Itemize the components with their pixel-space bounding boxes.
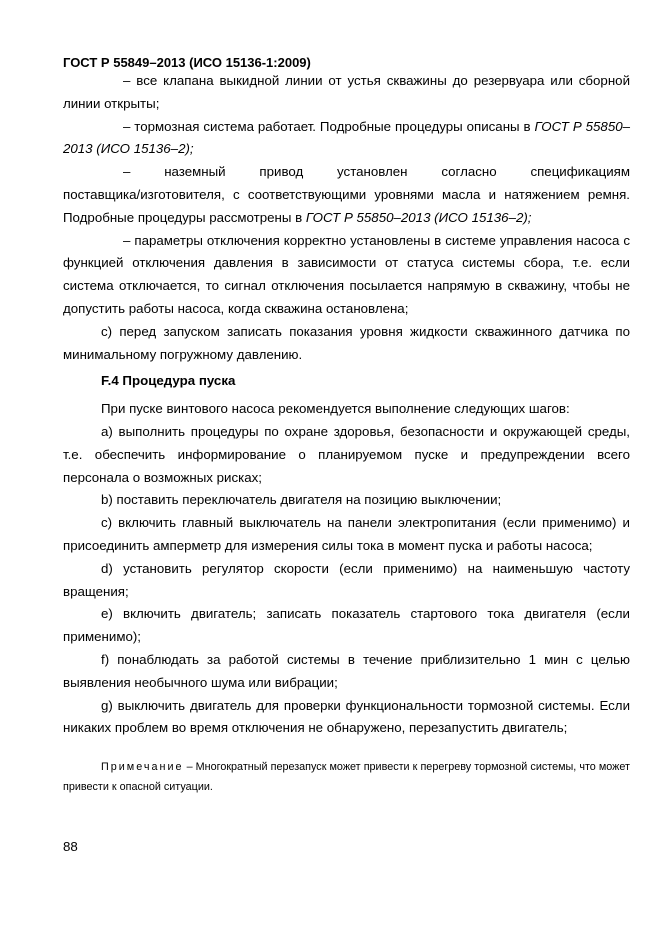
- step-f: f) понаблюдать за работой системы в течение приблизительно 1 мин с целью выявления необычного шума или вибрации;: [63, 651, 630, 690]
- section-title: F.4 Процедура пуска: [101, 373, 236, 389]
- document-body: [63, 70, 630, 740]
- standard-reference: ГОСТ Р 55850–2013 (ИСО 15136–2);: [63, 118, 631, 157]
- step-g: g) выключить двигатель для проверки функциональности тормозной системы. Если никаких проблем во время отключения не обнаружено, перезапустить двигатель;: [63, 697, 630, 736]
- step-e: e) включить двигатель; записать показатель стартового тока двигателя (если применимо);: [63, 606, 630, 645]
- paragraph-text: поставщика/изготовителя, с соответствующими уровнями масла и натяжением ремня. Подробные процедуры рассмотрены в: [63, 186, 630, 225]
- step-d: d) установить регулятор скорости (если применимо) на наименьшую частоту вращения;: [63, 560, 630, 599]
- note-text: – Многократный перезапуск может привести к перегреву тормозной системы, что может привести к опасной ситуации.: [63, 761, 630, 793]
- steps-intro: При пуске винтового насоса рекомендуется выполнение следующих шагов:: [101, 401, 570, 417]
- note: [63, 757, 630, 797]
- paragraph-valves: – все клапана выкидной линии от устья скважины до резервуара или сборной линии открыты;: [63, 73, 630, 111]
- standard-reference: ГОСТ Р 55850–2013 (ИСО 15136–2);: [305, 209, 532, 225]
- document-header: ГОСТ Р 55849–2013 (ИСО 15136-1:2009): [63, 55, 311, 70]
- step-a: а) выполнить процедуры по охране здоровья, безопасности и окружающей среды, т.е. обеспечить информирование о планируемом пуске и предупреждении всего персонала о возможных рисках;: [63, 423, 630, 485]
- note-label: Примечание: [101, 761, 184, 773]
- paragraph-text: – тормозная система работает. Подробные процедуры описаны в: [123, 118, 535, 134]
- paragraph-surface-drive: [63, 184, 630, 230]
- paragraph-shutdown-params: – параметры отключения корректно установлены в системе управления насоса с функцией отключения давления в зависимости от статуса системы сбора, т.е. если система отключается, то сигнал отключения посылается напрямую в скважину, чтобы не допустить работы насоса, когда скважина остановлена;: [63, 232, 630, 316]
- paragraph-record-level: c) перед запуском записать показания уровня жидкости скважинного датчика по минимальному погружному давлению.: [63, 323, 630, 362]
- paragraph-brake-system: [63, 116, 630, 162]
- step-b: b) поставить переключатель двигателя на позицию выключении;: [101, 492, 502, 508]
- step-c: c) включить главный выключатель на панели электропитания (если применимо) и присоединить амперметр для измерения силы тока в момент пуска и работы насоса;: [63, 515, 630, 553]
- paragraph-surface-drive-line1: – наземный привод установлен согласно спецификациям: [123, 164, 630, 180]
- page-number: 88: [63, 839, 78, 854]
